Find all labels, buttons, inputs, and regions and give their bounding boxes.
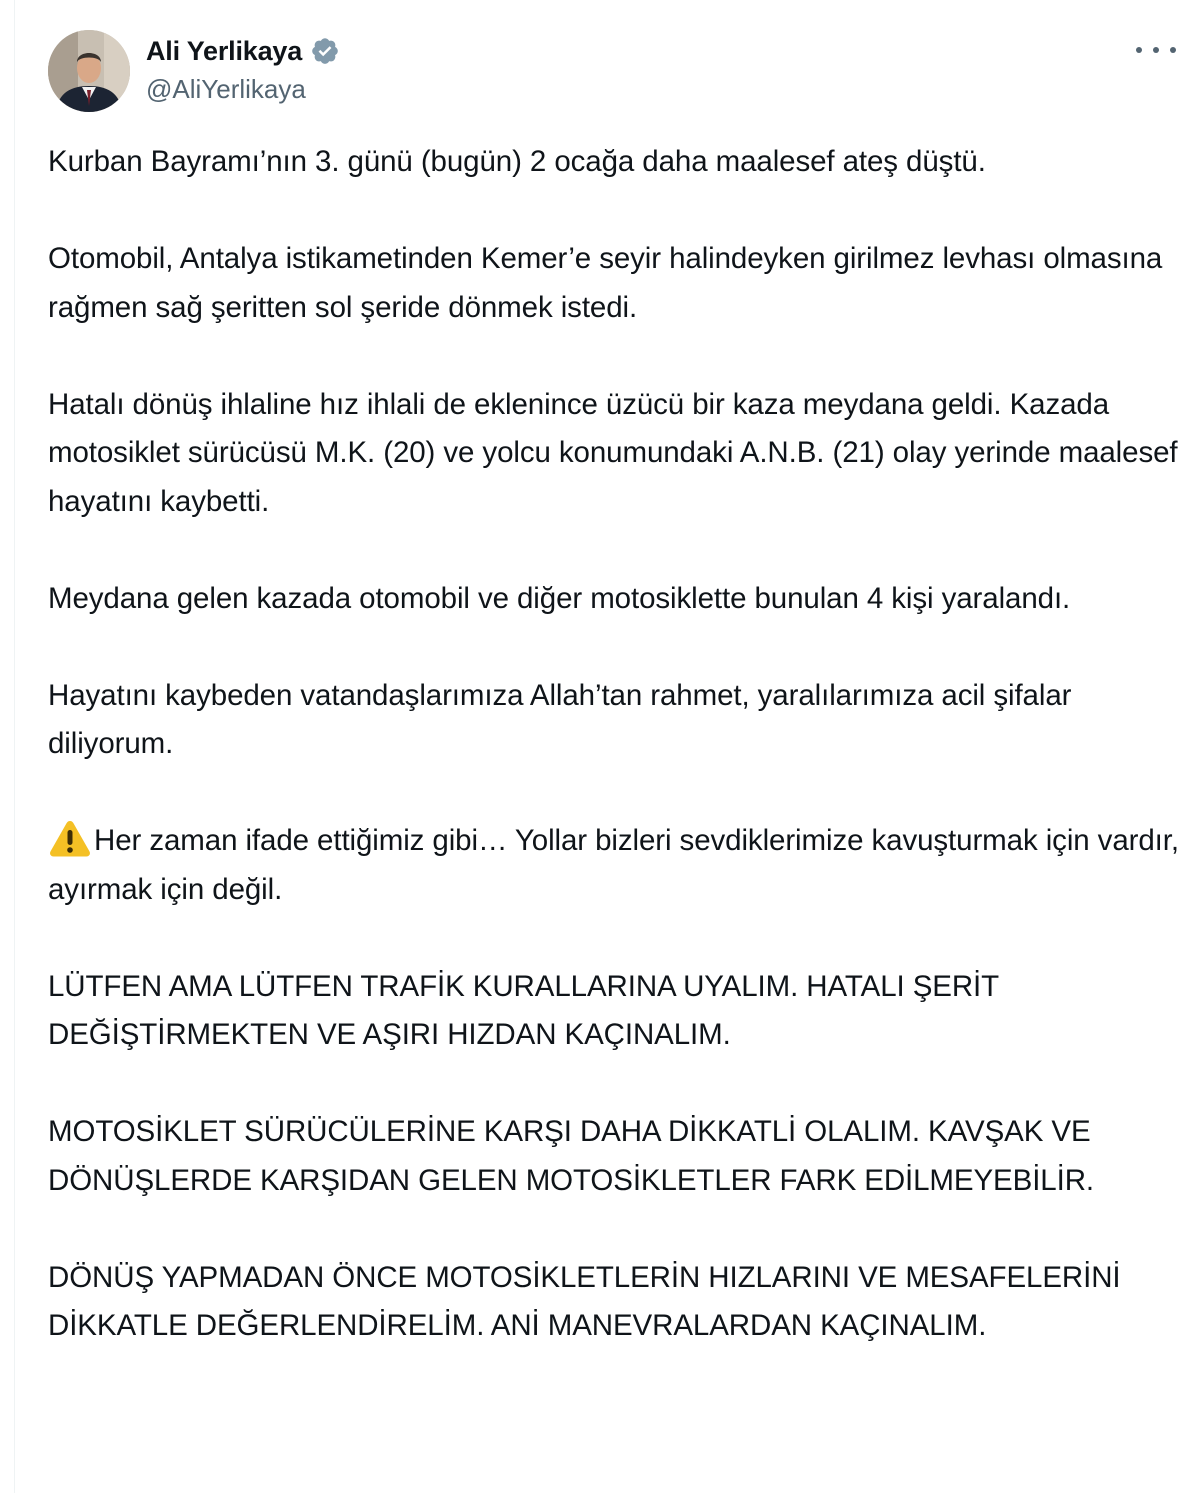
dot [1153, 47, 1159, 53]
tweet-paragraph: Hatalı dönüş ihlaline hız ihlali de eklenince üzücü bir kaza meydana geldi. Kazada motosiklet sürücüsü M.K. (20) ve yolcu konumundaki A.N.B. (21) olay yerinde maalesef hayatını kaybetti. [48, 387, 1178, 518]
avatar[interactable] [48, 30, 130, 112]
warning-icon [48, 818, 92, 858]
tweet-text [48, 138, 1196, 1399]
tweet-caps-paragraph: LÜTFEN AMA LÜTFEN TRAFİK KURALLARINA UYALIM. HATALI ŞERİT DEĞİŞTİRMEKTEN VE AŞIRI HIZDAN KAÇINALIM. [48, 969, 999, 1051]
tweet-paragraph: Otomobil, Antalya istikametinden Kemer’e seyir halindeyken girilmez levhası olmasına rağmen sağ şeritten sol şeride dönmek istedi. [48, 242, 1163, 324]
tweet-paragraph: Kurban Bayramı’nın 3. günü (bugün) 2 ocağa daha maalesef ateş düştü. [48, 145, 986, 178]
tweet-caps-paragraph: DÖNÜŞ YAPMADAN ÖNCE MOTOSİKLETLERİN HIZLARINI VE MESAFELERİNİ DİKKATLE DEĞERLENDİRELİM. ANİ MANEVRALARDAN KAÇINALIM. [48, 1260, 1121, 1342]
dot [1136, 47, 1142, 53]
avatar-image [48, 30, 130, 112]
author-names [146, 34, 340, 105]
tweet-paragraph: Hayatını kaybeden vatandaşlarımıza Allah’tan rahmet, yaralılarımıza acil şifalar diliyorum. [48, 678, 1072, 760]
tweet-caps-paragraph: MOTOSİKLET SÜRÜCÜLERİNE KARŞI DAHA DİKKATLİ OLALIM. KAVŞAK VE DÖNÜŞLERDE KARŞIDAN GELEN MOTOSİKLETLER FARK EDİLMEYEBİLİR. [48, 1115, 1095, 1197]
author-handle[interactable]: @AliYerlikaya [146, 74, 306, 104]
verified-badge-icon[interactable] [310, 36, 340, 66]
display-name[interactable]: Ali Yerlikaya [146, 35, 303, 66]
warning-text: Her zaman ifade ettiğimiz gibi… Yollar bizleri sevdiklerimize kavuşturmak için vardır, ayırmak için değil. [48, 824, 1179, 906]
tweet-header [48, 30, 1188, 114]
dot [1170, 47, 1176, 53]
more-options-icon[interactable] [1136, 38, 1176, 62]
tweet-paragraph: Meydana gelen kazada otomobil ve diğer motosiklette bunulan 4 kişi yaralandı. [48, 581, 1071, 615]
tweet-warning-paragraph [48, 817, 1196, 914]
display-name-row [146, 34, 340, 68]
